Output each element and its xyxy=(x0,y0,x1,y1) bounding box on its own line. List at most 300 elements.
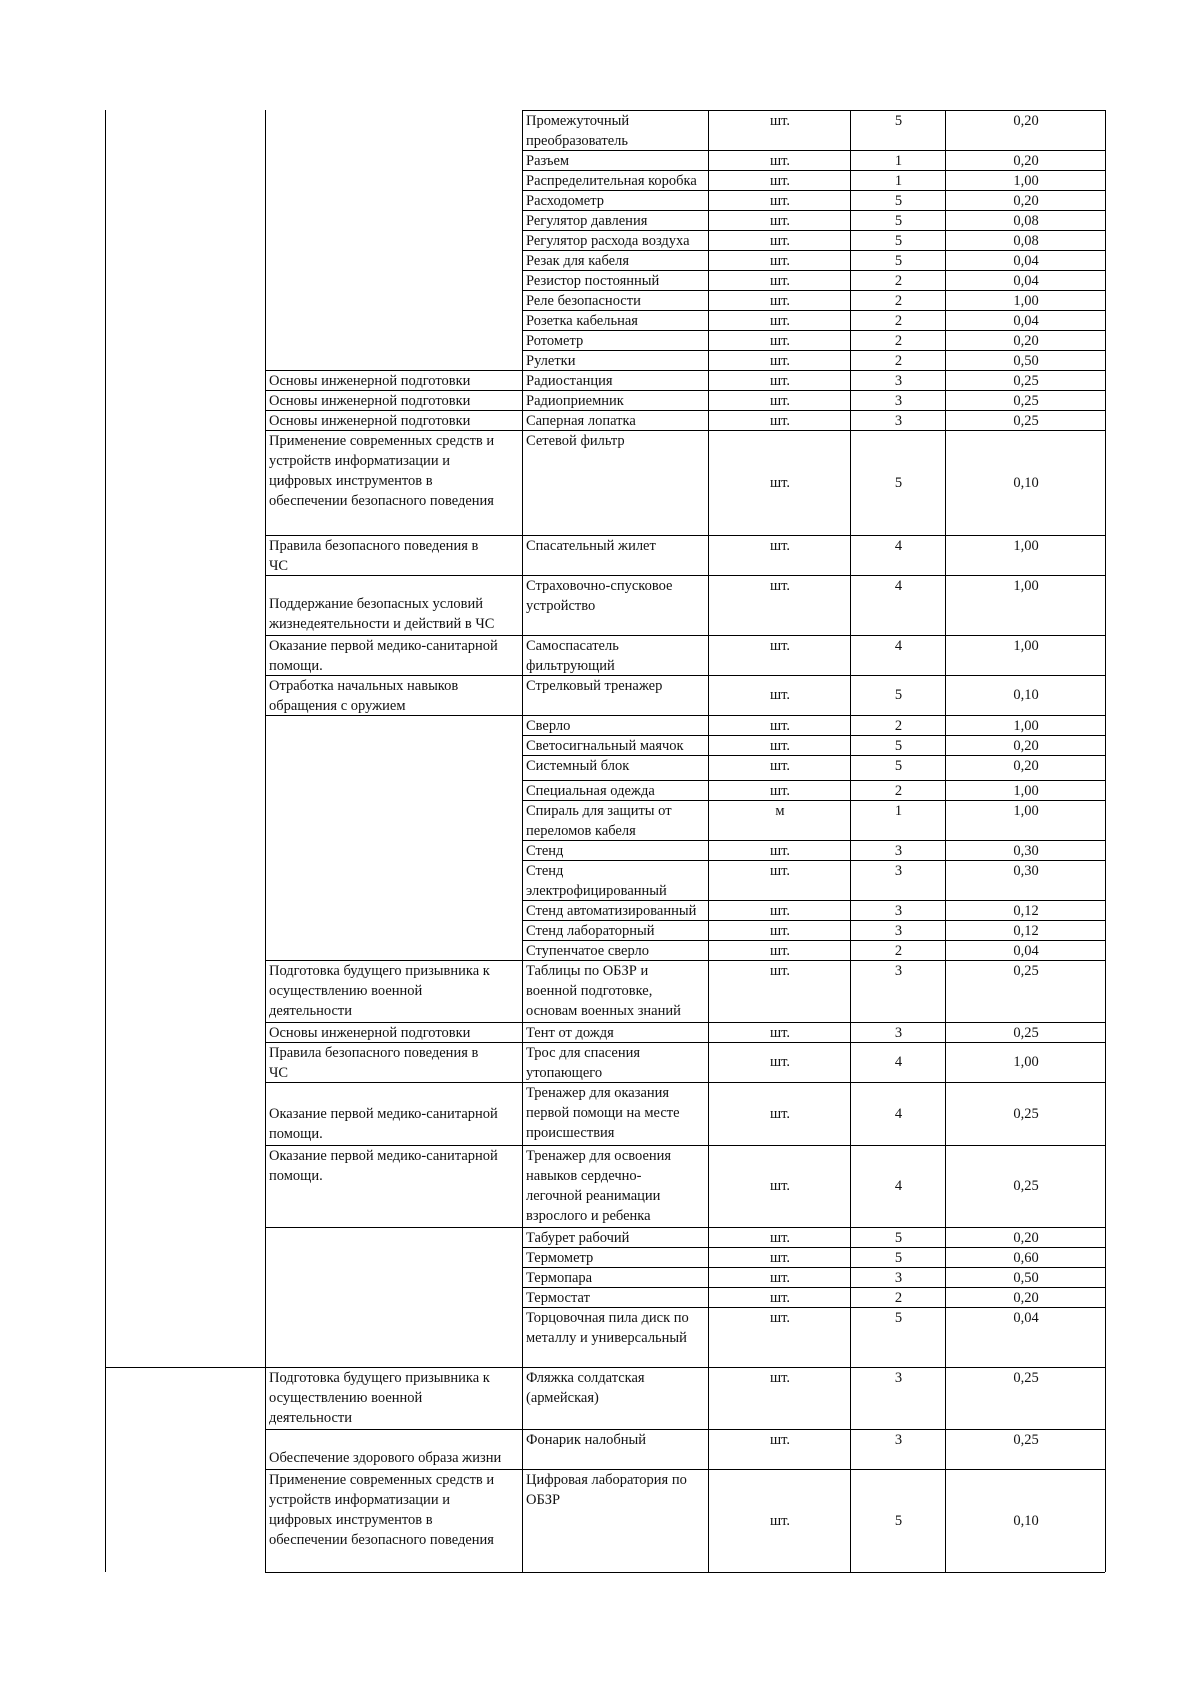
qty-cell xyxy=(854,331,943,349)
coef-cell-text: 0,25 xyxy=(1013,373,1039,389)
qty-cell-text: 5 xyxy=(894,1230,903,1246)
unit-cell-text: шт. xyxy=(769,213,791,229)
topic-cell-text: Отработка начальных навыков обращения с оружием xyxy=(269,678,459,714)
item-cell-text: Спасательный жилет xyxy=(526,538,656,554)
item-cell xyxy=(526,1368,706,1428)
coef-cell-text: 0,30 xyxy=(1013,843,1039,859)
unit-cell-text: шт. xyxy=(769,353,791,369)
coef-cell xyxy=(949,271,1103,289)
item-cell xyxy=(526,841,706,859)
item-cell xyxy=(526,1023,706,1041)
qty-cell xyxy=(854,151,943,169)
coef-cell xyxy=(949,781,1103,799)
item-cell xyxy=(526,676,706,714)
qty-cell xyxy=(854,111,943,149)
coef-cell-text: 0,50 xyxy=(1013,1270,1039,1286)
unit-cell xyxy=(712,191,848,209)
coef-cell-text: 1,00 xyxy=(1013,173,1039,189)
unit-cell-text: шт. xyxy=(769,538,791,554)
item-cell xyxy=(526,756,706,779)
coef-cell xyxy=(949,921,1103,939)
unit-cell-text: шт. xyxy=(769,738,791,754)
unit-cell-text: шт. xyxy=(769,1290,791,1306)
qty-cell xyxy=(854,961,943,1021)
unit-cell xyxy=(712,111,848,149)
coef-cell-text: 0,20 xyxy=(1013,1290,1039,1306)
coef-cell xyxy=(949,1430,1103,1468)
qty-cell xyxy=(854,211,943,229)
qty-cell xyxy=(854,781,943,799)
topic-cell xyxy=(269,111,520,369)
qty-cell-text: 2 xyxy=(894,353,903,369)
item-cell-text: Сетевой фильтр xyxy=(526,433,625,449)
unit-cell-text: шт. xyxy=(769,193,791,209)
coef-cell-text: 1,00 xyxy=(1013,638,1039,654)
unit-cell-text: шт. xyxy=(769,687,791,703)
item-cell-text: Реле безопасности xyxy=(526,293,641,309)
item-cell xyxy=(526,716,706,734)
qty-cell-text: 3 xyxy=(894,413,903,429)
qty-cell-text: 5 xyxy=(894,233,903,249)
unit-cell xyxy=(712,351,848,369)
qty-cell xyxy=(854,801,943,839)
item-cell xyxy=(526,391,706,409)
item-cell-text: Стрелковый тренажер xyxy=(526,678,663,694)
qty-cell-text: 5 xyxy=(894,1512,903,1529)
coef-cell-text: 0,08 xyxy=(1013,233,1039,249)
coef-cell-text: 1,00 xyxy=(1013,1054,1039,1070)
qty-cell xyxy=(854,1043,943,1081)
item-cell xyxy=(526,1268,706,1286)
item-cell-text: Радиостанция xyxy=(526,373,613,389)
qty-cell xyxy=(854,411,943,429)
coef-cell xyxy=(949,736,1103,754)
qty-cell-text: 1 xyxy=(894,173,903,189)
qty-cell-text: 2 xyxy=(894,718,903,734)
unit-cell xyxy=(712,781,848,799)
qty-cell-text: 3 xyxy=(894,963,903,979)
item-cell-text: Регулятор давления xyxy=(526,213,648,229)
topic-cell xyxy=(269,391,520,409)
qty-cell xyxy=(854,1288,943,1306)
qty-cell xyxy=(854,576,943,634)
coef-cell xyxy=(949,251,1103,269)
topic-cell xyxy=(269,1368,520,1428)
item-cell-text: Термостат xyxy=(526,1290,590,1306)
coef-cell-text: 0,20 xyxy=(1013,113,1039,129)
unit-cell-text: шт. xyxy=(769,963,791,979)
unit-cell-text: шт. xyxy=(769,903,791,919)
coef-cell-text: 0,25 xyxy=(1013,1025,1039,1041)
item-cell-text: Табурет рабочий xyxy=(526,1230,630,1246)
unit-cell-text: шт. xyxy=(769,578,791,594)
coef-cell-text: 0,20 xyxy=(1013,193,1039,209)
unit-cell-text: шт. xyxy=(769,373,791,389)
item-cell xyxy=(526,111,706,149)
unit-cell xyxy=(712,1023,848,1041)
unit-cell-text: шт. xyxy=(769,173,791,189)
item-cell-text: Расходометр xyxy=(526,193,605,209)
item-cell xyxy=(526,801,706,839)
qty-cell xyxy=(854,1023,943,1041)
qty-cell-text: 4 xyxy=(894,1054,903,1070)
unit-cell-text: шт. xyxy=(769,783,791,799)
coef-cell-text: 0,04 xyxy=(1013,273,1039,289)
item-cell xyxy=(526,901,706,919)
coef-cell xyxy=(949,431,1103,534)
item-cell-text: Розетка кабельная xyxy=(526,313,638,329)
unit-cell xyxy=(712,151,848,169)
coef-cell xyxy=(949,231,1103,249)
qty-cell-text: 4 xyxy=(894,638,903,654)
topic-cell-text: Применение современных средств и устройств информатизации и цифровых инструментов в обеспечении безопасного поведения xyxy=(269,433,495,509)
item-cell-text: Торцовочная пила диск по металлу и универсальный xyxy=(526,1310,689,1346)
item-cell-text: Резак для кабеля xyxy=(526,253,630,269)
qty-cell-text: 1 xyxy=(894,803,903,819)
item-cell xyxy=(526,411,706,429)
item-cell xyxy=(526,1248,706,1266)
coef-cell xyxy=(949,1368,1103,1428)
unit-cell xyxy=(712,311,848,329)
qty-cell xyxy=(854,841,943,859)
qty-cell-text: 5 xyxy=(894,1250,903,1266)
coef-cell xyxy=(949,901,1103,919)
unit-cell-text: шт. xyxy=(769,253,791,269)
topic-cell xyxy=(269,1470,520,1571)
qty-cell-text: 3 xyxy=(894,923,903,939)
item-cell xyxy=(526,1146,706,1226)
unit-cell-text: шт. xyxy=(769,1512,791,1529)
coef-cell xyxy=(949,1248,1103,1266)
item-cell xyxy=(526,861,706,899)
item-cell-text: Стенд лабораторный xyxy=(526,923,655,939)
unit-cell xyxy=(712,536,848,574)
unit-cell xyxy=(712,1470,848,1571)
qty-cell xyxy=(854,1146,943,1226)
qty-cell-text: 5 xyxy=(894,474,903,491)
qty-cell-text: 1 xyxy=(894,153,903,169)
unit-cell xyxy=(712,171,848,189)
qty-cell-text: 3 xyxy=(894,1370,903,1386)
coef-cell xyxy=(949,371,1103,389)
item-cell xyxy=(526,941,706,959)
item-cell xyxy=(526,1083,706,1144)
qty-cell xyxy=(854,1083,943,1144)
qty-cell xyxy=(854,311,943,329)
item-cell-text: Тренажер для оказания первой помощи на месте происшествия xyxy=(526,1085,680,1141)
qty-cell-text: 2 xyxy=(894,273,903,289)
topic-cell xyxy=(269,411,520,429)
qty-cell-text: 5 xyxy=(894,1310,903,1326)
item-cell-text: Ротометр xyxy=(526,333,584,349)
item-cell xyxy=(526,191,706,209)
qty-cell xyxy=(854,1470,943,1571)
qty-cell xyxy=(854,736,943,754)
coef-cell-text: 0,25 xyxy=(1013,1105,1039,1122)
qty-cell xyxy=(854,231,943,249)
item-cell xyxy=(526,1308,706,1366)
qty-cell-text: 3 xyxy=(894,373,903,389)
qty-cell xyxy=(854,921,943,939)
unit-cell xyxy=(712,371,848,389)
coef-cell-text: 0,04 xyxy=(1013,253,1039,269)
unit-cell xyxy=(712,411,848,429)
qty-cell-text: 4 xyxy=(894,1178,903,1194)
unit-cell xyxy=(712,921,848,939)
unit-cell xyxy=(712,1308,848,1366)
qty-cell xyxy=(854,291,943,309)
coef-cell-text: 0,60 xyxy=(1013,1250,1039,1266)
unit-cell xyxy=(712,736,848,754)
coef-cell-text: 0,20 xyxy=(1013,738,1039,754)
item-cell-text: Трос для спасения утопающего xyxy=(526,1045,641,1081)
unit-cell xyxy=(712,1288,848,1306)
qty-cell-text: 5 xyxy=(894,758,903,774)
item-cell xyxy=(526,291,706,309)
qty-cell-text: 3 xyxy=(894,843,903,859)
unit-cell-text: шт. xyxy=(769,943,791,959)
item-cell-text: Резистор постоянный xyxy=(526,273,660,289)
topic-cell-text: Основы инженерной подготовки xyxy=(269,413,471,429)
unit-cell-text: шт. xyxy=(769,923,791,939)
item-cell-text: Саперная лопатка xyxy=(526,413,636,429)
unit-cell xyxy=(712,716,848,734)
coef-cell-text: 0,08 xyxy=(1013,213,1039,229)
item-cell-text: Термопара xyxy=(526,1270,593,1286)
item-cell xyxy=(526,351,706,369)
coef-cell xyxy=(949,801,1103,839)
topic-column-left-border xyxy=(265,110,266,1572)
qty-cell xyxy=(854,391,943,409)
qty-cell xyxy=(854,636,943,674)
unit-cell-text: шт. xyxy=(769,113,791,129)
unit-cell-text: шт. xyxy=(769,1432,791,1448)
item-cell xyxy=(526,576,706,634)
topic-cell xyxy=(269,371,520,389)
item-cell-text: Разъем xyxy=(526,153,570,169)
table-left-border xyxy=(105,110,106,1572)
coef-cell xyxy=(949,111,1103,149)
topic-cell-text: Правила безопасного поведения в ЧС xyxy=(269,1045,479,1081)
qty-cell xyxy=(854,676,943,714)
topic-cell xyxy=(269,431,520,534)
unit-cell-text: шт. xyxy=(769,638,791,654)
qty-cell-text: 4 xyxy=(894,578,903,594)
qty-cell xyxy=(854,1368,943,1428)
topic-cell-text: Основы инженерной подготовки xyxy=(269,393,471,409)
topic-cell-text: Обеспечение здорового образа жизни xyxy=(269,1450,502,1466)
coef-cell-text: 0,20 xyxy=(1013,153,1039,169)
qty-cell-text: 5 xyxy=(894,213,903,229)
coef-cell-text: 1,00 xyxy=(1013,718,1039,734)
unit-cell xyxy=(712,271,848,289)
qty-cell-text: 5 xyxy=(894,253,903,269)
coef-cell xyxy=(949,291,1103,309)
topic-cell xyxy=(269,636,520,674)
table-right-border xyxy=(1105,110,1106,1572)
coef-cell xyxy=(949,391,1103,409)
coef-cell xyxy=(949,1228,1103,1246)
topic-cell xyxy=(269,676,520,714)
qty-cell xyxy=(854,941,943,959)
qty-cell xyxy=(854,1268,943,1286)
coef-cell xyxy=(949,716,1103,734)
topic-cell-text: Подготовка будущего призывника к осуществлению военной деятельности xyxy=(269,1370,490,1426)
item-cell-text: Ступенчатое сверло xyxy=(526,943,649,959)
unit-cell xyxy=(712,941,848,959)
coef-cell xyxy=(949,961,1103,1021)
coef-cell xyxy=(949,151,1103,169)
item-cell-text: Специальная одежда xyxy=(526,783,655,799)
item-cell xyxy=(526,636,706,674)
item-cell xyxy=(526,536,706,574)
coef-cell xyxy=(949,1146,1103,1226)
coef-cell-text: 0,10 xyxy=(1013,687,1039,703)
coef-cell xyxy=(949,1023,1103,1041)
coef-cell-text: 0,25 xyxy=(1013,963,1039,979)
coef-cell xyxy=(949,1308,1103,1366)
item-cell xyxy=(526,781,706,799)
qty-cell-text: 3 xyxy=(894,863,903,879)
unit-cell-text: шт. xyxy=(769,1310,791,1326)
qty-cell-text: 3 xyxy=(894,903,903,919)
coef-cell xyxy=(949,756,1103,779)
coef-cell-text: 0,25 xyxy=(1013,413,1039,429)
item-cell xyxy=(526,431,706,534)
unit-cell xyxy=(712,1368,848,1428)
item-cell-text: Термометр xyxy=(526,1250,594,1266)
qty-cell-text: 2 xyxy=(894,1290,903,1306)
coef-cell xyxy=(949,1043,1103,1081)
coef-cell-text: 0,12 xyxy=(1013,923,1039,939)
qty-cell xyxy=(854,716,943,734)
qty-cell xyxy=(854,901,943,919)
qty-cell xyxy=(854,371,943,389)
item-cell xyxy=(526,1043,706,1081)
coef-cell xyxy=(949,861,1103,899)
item-cell-text: Рулетки xyxy=(526,353,576,369)
unit-cell xyxy=(712,391,848,409)
topic-cell xyxy=(269,576,520,634)
item-cell xyxy=(526,1430,706,1468)
unit-cell xyxy=(712,901,848,919)
unit-cell-text: шт. xyxy=(769,718,791,734)
coef-cell-text: 0,10 xyxy=(1013,474,1039,491)
unit-cell xyxy=(712,1268,848,1286)
qty-cell-text: 4 xyxy=(894,538,903,554)
unit-cell xyxy=(712,1228,848,1246)
coef-cell-text: 0,10 xyxy=(1013,1512,1039,1529)
topic-cell xyxy=(269,1228,520,1366)
coef-cell xyxy=(949,191,1103,209)
unit-cell-text: шт. xyxy=(769,1054,791,1070)
unit-cell-text: шт. xyxy=(769,333,791,349)
unit-cell-text: шт. xyxy=(769,1025,791,1041)
qty-cell-text: 3 xyxy=(894,1270,903,1286)
unit-cell-text: шт. xyxy=(769,273,791,289)
topic-cell xyxy=(269,1023,520,1041)
item-cell xyxy=(526,251,706,269)
unit-cell xyxy=(712,1248,848,1266)
qty-cell-text: 2 xyxy=(894,333,903,349)
item-cell xyxy=(526,271,706,289)
item-cell-text: Фонарик налобный xyxy=(526,1432,647,1448)
coef-cell-text: 0,12 xyxy=(1013,903,1039,919)
item-cell xyxy=(526,331,706,349)
qty-cell-text: 5 xyxy=(894,687,903,703)
item-cell-text: Регулятор расхода воздуха xyxy=(526,233,690,249)
qty-cell-text: 5 xyxy=(894,113,903,129)
topic-divider xyxy=(265,1572,522,1573)
qty-cell-text: 3 xyxy=(894,1025,903,1041)
qty-cell xyxy=(854,191,943,209)
qty-cell xyxy=(854,351,943,369)
unit-cell-text: шт. xyxy=(769,474,791,491)
coef-cell-text: 1,00 xyxy=(1013,783,1039,799)
unit-cell-text: шт. xyxy=(769,1105,791,1122)
qty-cell-text: 2 xyxy=(894,313,903,329)
item-cell xyxy=(526,211,706,229)
qty-cell-text: 2 xyxy=(894,293,903,309)
unit-cell xyxy=(712,1146,848,1226)
unit-cell xyxy=(712,431,848,534)
coef-cell xyxy=(949,636,1103,674)
coef-cell xyxy=(949,1083,1103,1144)
item-cell xyxy=(526,371,706,389)
item-cell-text: Промежуточный преобразователь xyxy=(526,113,630,149)
unit-cell xyxy=(712,676,848,714)
item-cell xyxy=(526,231,706,249)
coef-cell-text: 0,25 xyxy=(1013,1370,1039,1386)
unit-cell-text: шт. xyxy=(769,843,791,859)
qty-cell-text: 2 xyxy=(894,783,903,799)
qty-cell xyxy=(854,1308,943,1366)
qty-cell xyxy=(854,861,943,899)
qty-cell xyxy=(854,251,943,269)
item-cell-text: Цифровая лаборатория по ОБЗР xyxy=(526,1472,687,1508)
coef-cell xyxy=(949,1288,1103,1306)
coef-cell-text: 0,20 xyxy=(1013,333,1039,349)
unit-cell xyxy=(712,331,848,349)
coef-cell-text: 0,25 xyxy=(1013,1432,1039,1448)
item-cell-text: Радиоприемник xyxy=(526,393,624,409)
item-cell xyxy=(526,736,706,754)
coef-cell-text: 0,50 xyxy=(1013,353,1039,369)
item-cell xyxy=(526,1470,706,1571)
coef-cell-text: 1,00 xyxy=(1013,578,1039,594)
qty-cell xyxy=(854,171,943,189)
item-cell xyxy=(526,151,706,169)
item-cell xyxy=(526,961,706,1021)
unit-cell xyxy=(712,1043,848,1081)
section-divider xyxy=(105,1367,265,1368)
unit-cell-text: шт. xyxy=(769,1230,791,1246)
qty-cell xyxy=(854,536,943,574)
qty-cell-text: 5 xyxy=(894,738,903,754)
unit-cell xyxy=(712,636,848,674)
qty-cell xyxy=(854,1430,943,1468)
coef-cell-text: 0,04 xyxy=(1013,943,1039,959)
coef-cell-text: 1,00 xyxy=(1013,803,1039,819)
coef-cell-text: 0,04 xyxy=(1013,313,1039,329)
topic-cell-text: Основы инженерной подготовки xyxy=(269,1025,471,1041)
coef-cell-text: 0,25 xyxy=(1013,393,1039,409)
item-cell-text: Стенд xyxy=(526,843,564,859)
coef-cell xyxy=(949,941,1103,959)
coef-cell-text: 0,20 xyxy=(1013,1230,1039,1246)
item-cell-text: Стенд электрофицированный xyxy=(526,863,667,899)
qty-cell-text: 5 xyxy=(894,193,903,209)
